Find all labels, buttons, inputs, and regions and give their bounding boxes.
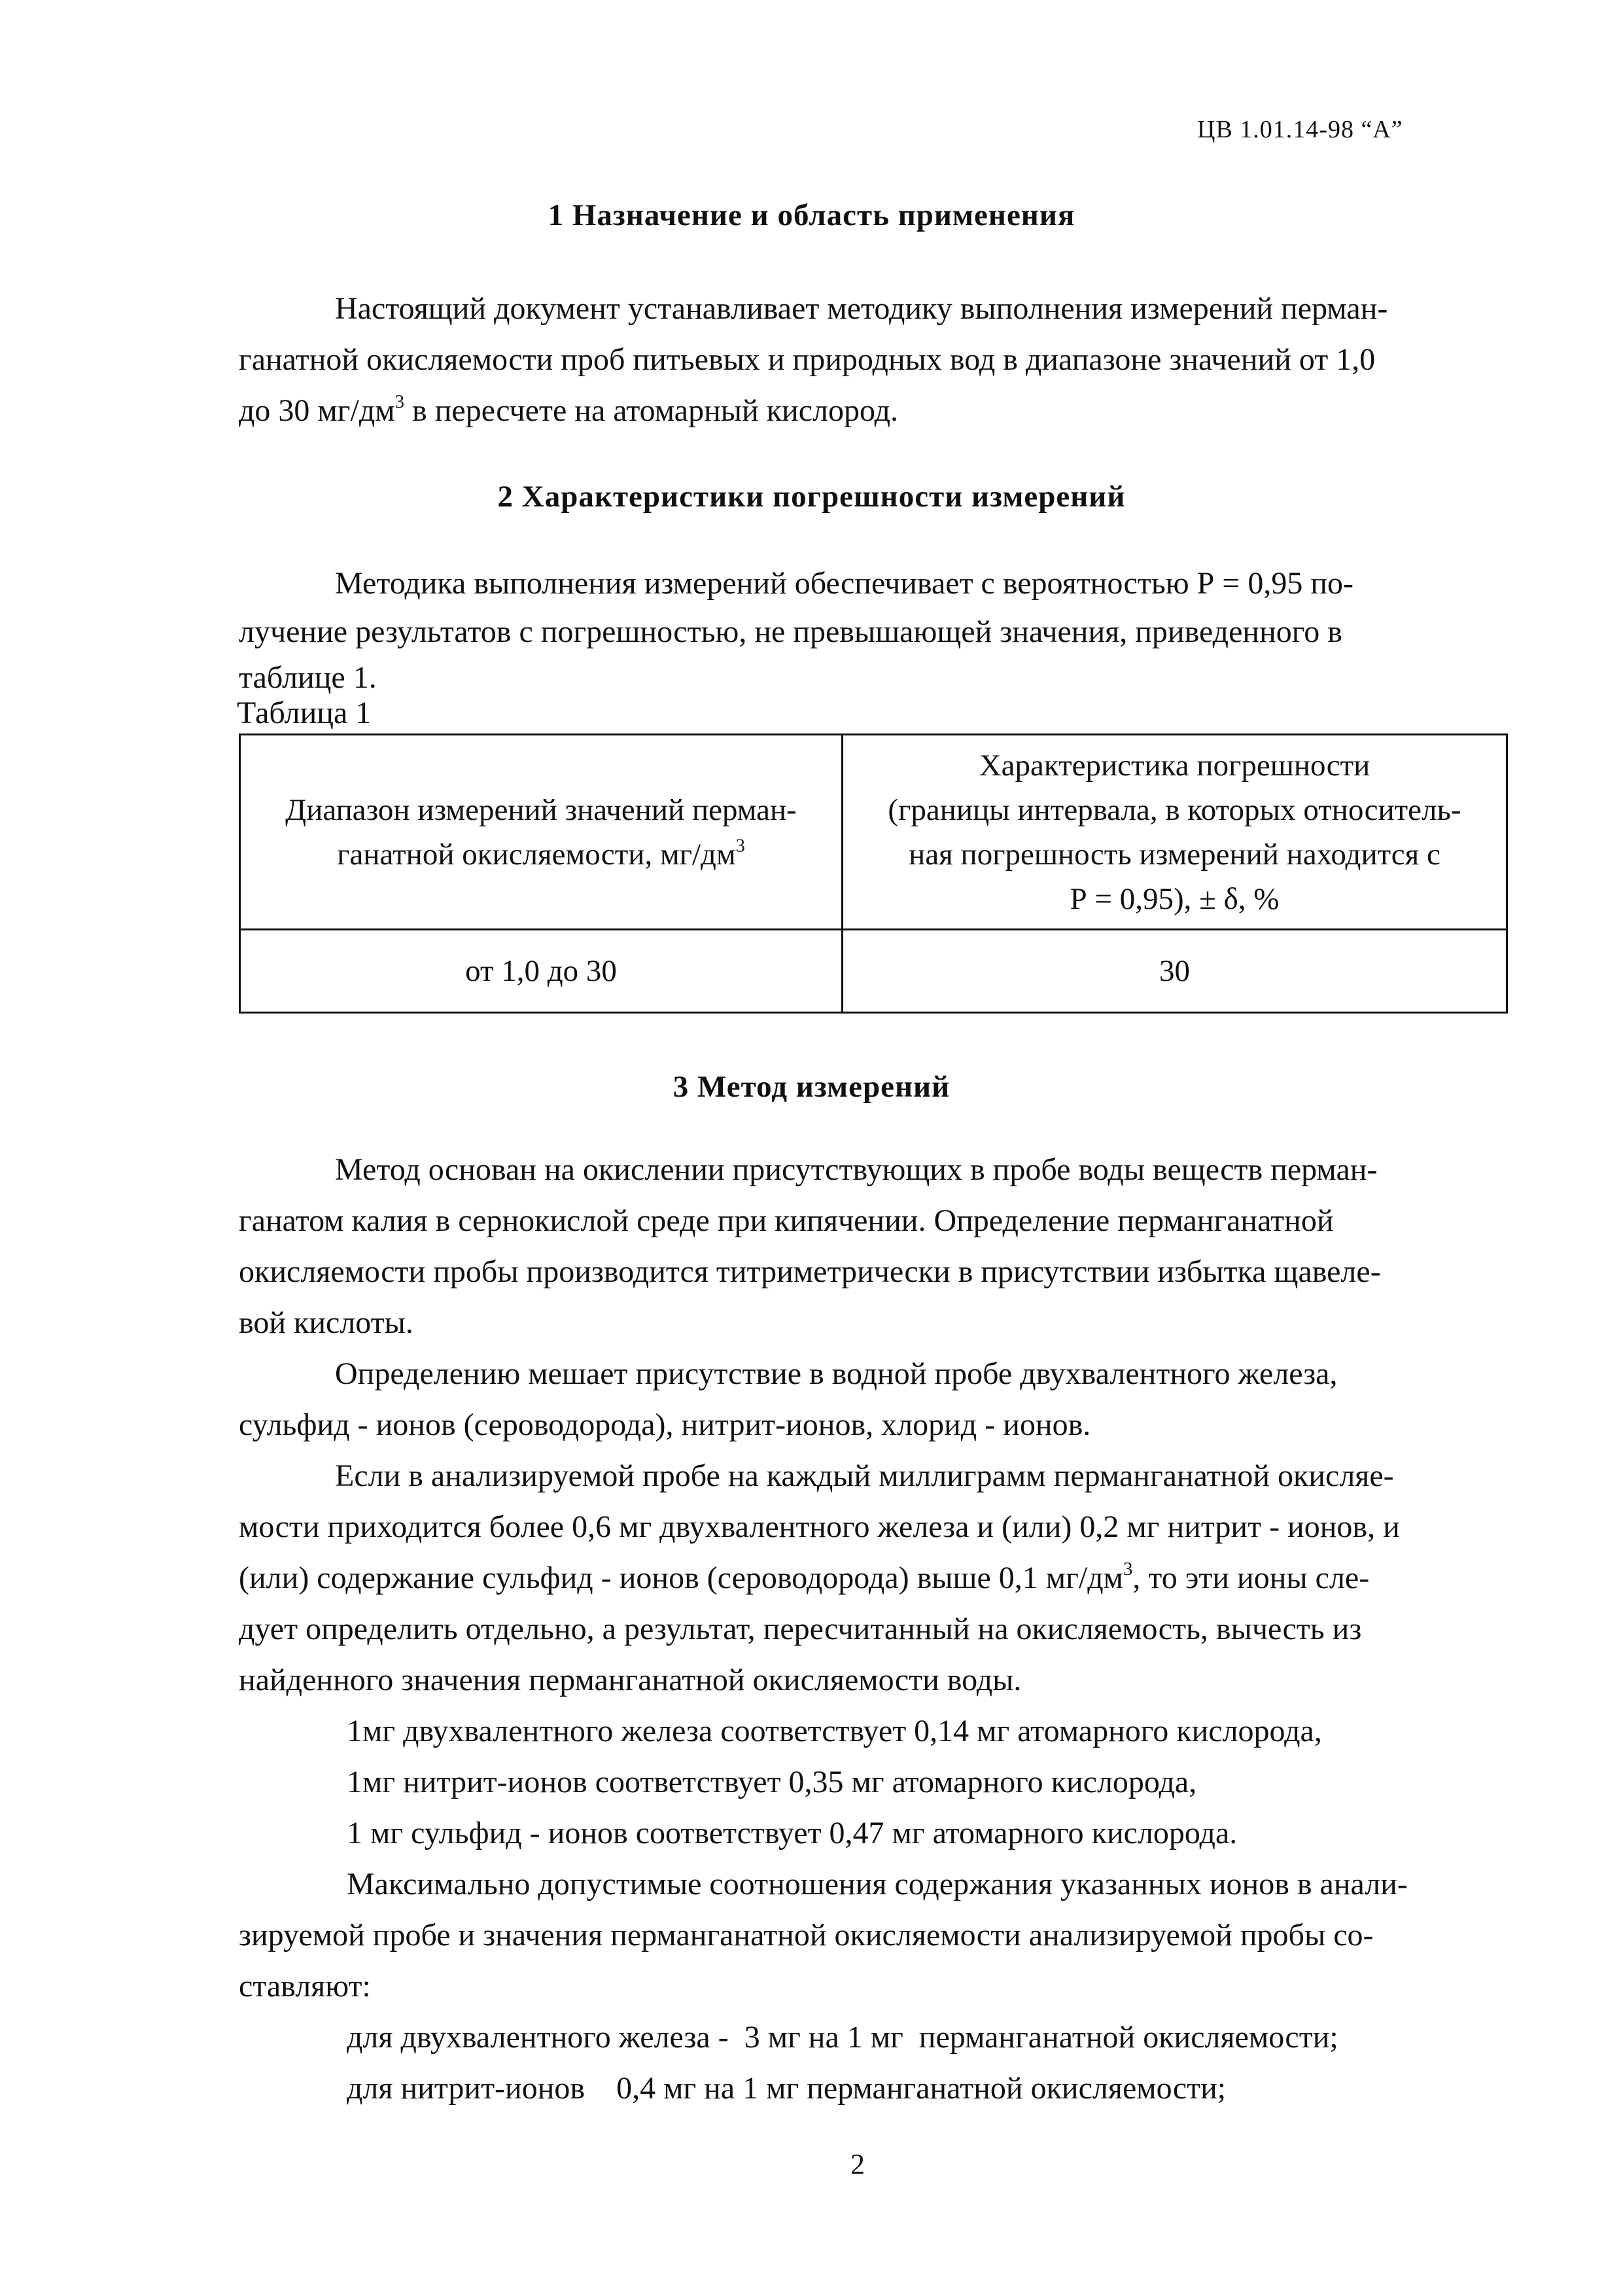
table-caption: Таблица 1 — [237, 696, 372, 730]
sec3-p3-line-2: мости приходится более 0,6 мг двухвалентного железа и (или) 0,2 мг нитрит - ионов, и — [239, 1510, 1400, 1544]
sec3-p2-line-2: сульфид - ионов (сероводорода), нитрит-ионов, хлорид - ионов. — [239, 1407, 1091, 1442]
sec1-line-3-tail: в пересчете на атомарный кислород. — [404, 393, 899, 428]
equivalence-nitrite: 1мг нитрит-ионов соответствует 0,35 мг атомарного кислорода, — [347, 1765, 1197, 1799]
table-cell-range: от 1,0 до 30 — [240, 930, 843, 1013]
header-error-line-4: Р = 0,95), ± δ, % — [1070, 881, 1280, 916]
sec3-p4-line-3: ставляют: — [239, 1969, 371, 2004]
page-number: 2 — [850, 2148, 865, 2180]
sec3-p3-line-3-text: (или) содержание сульфид - ионов (сероводорода) выше 0,1 мг/дм — [239, 1561, 1123, 1595]
sec3-p3-line-3-tail: , то эти ионы сле- — [1132, 1561, 1370, 1595]
header-range-line-1: Диапазон измерений значений перман- — [285, 792, 797, 827]
sec3-p3-line-4: дует определить отдельно, а результат, пересчитанный на окисляемость, вычесть из — [239, 1612, 1362, 1646]
table-header-row — [240, 735, 1507, 930]
table-header-error — [843, 735, 1507, 930]
sec3-p3-line-5: найденного значения перманганатной окисляемости воды. — [239, 1663, 1022, 1697]
sec3-p4-line-2: зируемой пробе и значения перманганатной окисляемости анализируемой пробы со- — [239, 1918, 1374, 1952]
header-error-line-3: ная погрешность измерений находится с — [909, 837, 1440, 872]
ratio-iron: для двухвалентного железа - 3 мг на 1 мг перманганатной окисляемости; — [347, 2020, 1338, 2055]
document-code: ЦВ 1.01.14-98 “А” — [1197, 116, 1403, 143]
sec1-line-3 — [239, 393, 898, 429]
sec2-line-2: лучение результатов с погрешностью, не превышающей значения, приведенного в — [239, 614, 1342, 649]
header-error-line-2: (границы интервала, в которых относитель- — [888, 792, 1461, 827]
superscript: 3 — [735, 835, 745, 856]
header-range-line-2 — [250, 832, 832, 877]
table-cell-error: 30 — [843, 930, 1507, 1013]
equivalence-sulfide: 1 мг сульфид - ионов соответствует 0,47 мг атомарного кислорода. — [347, 1816, 1238, 1850]
sec1-line-1: Настоящий документ устанавливает методику выполнения измерений перман- — [335, 291, 1388, 326]
sec3-p1-line-1: Метод основан на окислении присутствующих в пробе воды веществ перман- — [335, 1152, 1378, 1187]
superscript: 3 — [1123, 1558, 1133, 1580]
header-range-text: ганатной окисляемости, мг/дм — [337, 837, 736, 872]
sec3-p3-line-3 — [239, 1560, 1369, 1596]
sec3-p1-line-2: ганатом калия в сернокислой среде при кипячении. Определение перманганатной — [239, 1203, 1334, 1238]
sec3-p3-line-1: Если в анализируемой пробе на каждый миллиграмм перманганатной окисляе- — [335, 1458, 1394, 1493]
header-error-line-1: Характеристика погрешности — [979, 748, 1370, 783]
sec2-line-1: Методика выполнения измерений обеспечивает с вероятностью Р = 0,95 по- — [335, 566, 1354, 601]
equivalence-iron: 1мг двухвалентного железа соответствует 0,14 мг атомарного кислорода, — [347, 1714, 1322, 1748]
sec1-line-2: ганатной окисляемости проб питьевых и природных вод в диапазоне значений от 1,0 — [239, 342, 1376, 377]
table-header-range — [240, 735, 843, 930]
sec1-line-3-text: до 30 мг/дм — [239, 393, 395, 428]
sec2-line-3: таблице 1. — [239, 660, 377, 695]
error-characteristics-table — [239, 733, 1508, 1014]
table-row — [240, 930, 1507, 1013]
sec3-p2-line-1: Определению мешает присутствие в водной пробе двухвалентного железа, — [335, 1356, 1338, 1391]
section-3-heading: 3 Метод измерений — [672, 1070, 951, 1104]
sec3-p1-line-3: окисляемости пробы производится титриметрически в присутствии избытка щавеле- — [239, 1254, 1381, 1289]
section-2-heading: 2 Характеристики погрешности измерений — [497, 480, 1126, 514]
sec3-p4-line-1: Максимально допустимые соотношения содержания указанных ионов в анали- — [347, 1867, 1408, 1901]
section-1-heading: 1 Назначение и область применения — [548, 198, 1075, 232]
sec3-p1-line-4: вой кислоты. — [239, 1305, 413, 1340]
ratio-nitrite: для нитрит-ионов 0,4 мг на 1 мг перманганатной окисляемости; — [347, 2071, 1227, 2106]
superscript: 3 — [394, 391, 405, 412]
